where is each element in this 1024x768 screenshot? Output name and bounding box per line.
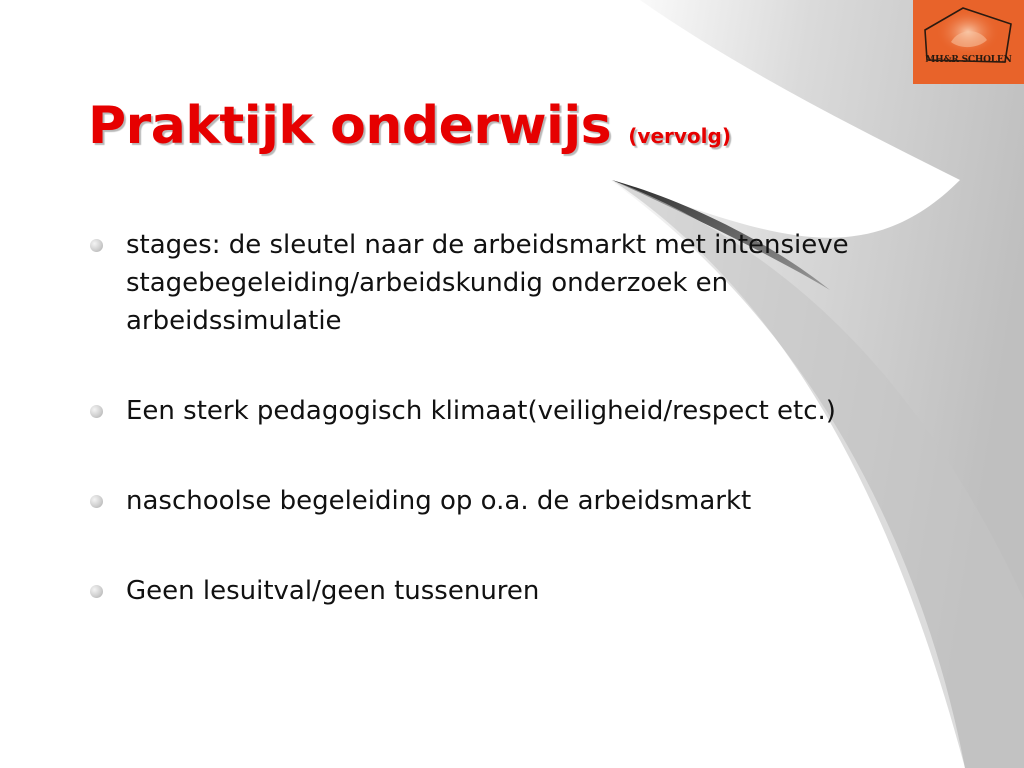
title-main: Praktijk onderwijs xyxy=(88,96,612,156)
school-logo xyxy=(913,0,1024,84)
bullet-text: stages: de sleutel naar de arbeidsmarkt met intensieve stagebegeleiding/arbeidskundig onderzoek en arbeidssimulatie xyxy=(126,230,849,336)
bullet-dot-icon xyxy=(90,495,103,508)
bullet-text: Een sterk pedagogisch klimaat(veiligheid/respect etc.) xyxy=(126,396,836,426)
bullet-item xyxy=(90,392,920,430)
bullet-list xyxy=(90,226,920,662)
bullet-item xyxy=(90,226,920,340)
bullet-text: Geen lesuitval/geen tussenuren xyxy=(126,576,540,606)
title-sub: (vervolg) xyxy=(628,124,731,148)
bullet-dot-icon xyxy=(90,239,103,252)
bullet-dot-icon xyxy=(90,405,103,418)
bullet-dot-icon xyxy=(90,585,103,598)
bullet-item xyxy=(90,482,920,520)
slide-title xyxy=(88,96,731,156)
bullet-item xyxy=(90,572,920,610)
logo-text: MH&R SCHOLEN xyxy=(925,55,1012,65)
house-outline-icon xyxy=(913,0,1024,84)
bullet-text: naschoolse begeleiding op o.a. de arbeidsmarkt xyxy=(126,486,752,516)
